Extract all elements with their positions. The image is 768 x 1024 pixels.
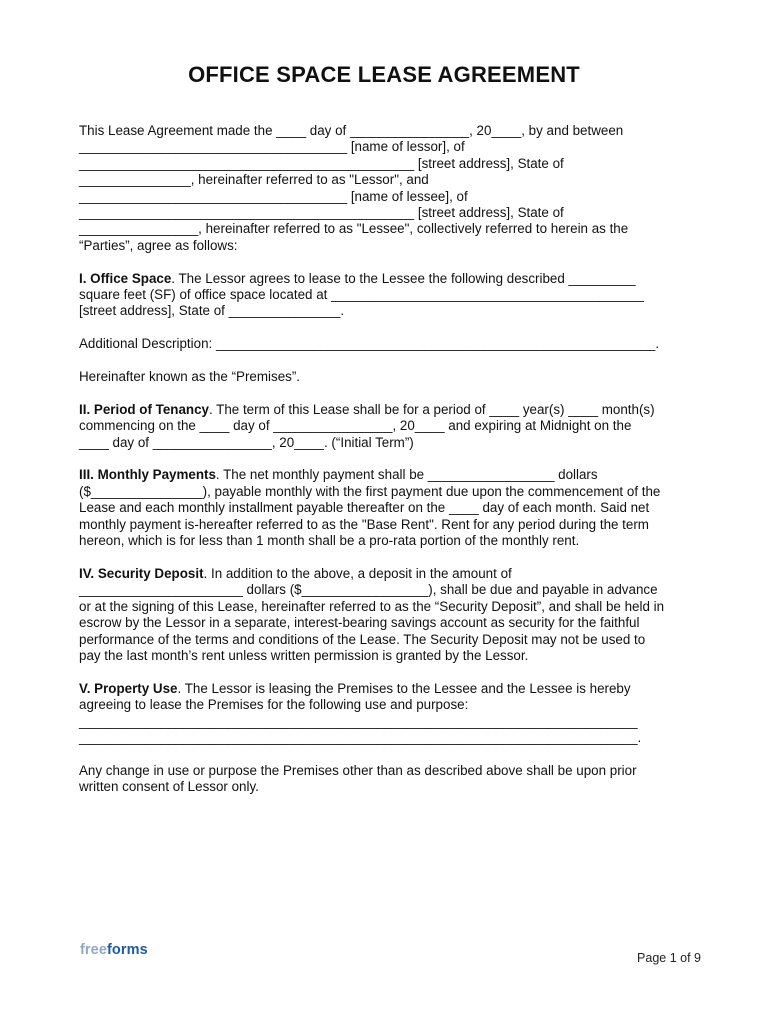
additional-description	[79, 336, 699, 352]
premises-note	[79, 369, 699, 385]
tenancy-line: ____ day of ________________, 20____. (“Initial Term”)	[79, 434, 414, 450]
payments-text: . The net monthly payment shall be _________________ dollars	[215, 467, 598, 483]
intro-line: “Parties”, agree as follows:	[79, 237, 238, 253]
office-space-section	[79, 271, 699, 320]
property-use-heading: V. Property Use	[79, 680, 178, 696]
intro-line: _______________, hereinafter referred to as "Lessor", and	[79, 172, 429, 188]
page-number: Page 1 of 9	[637, 951, 701, 965]
office-space-text: . The Lessor agrees to lease to the Lessee the following described _________	[171, 270, 636, 286]
intro-line: _____________________________________________ [street address], State of	[79, 155, 564, 171]
change-in-use-line: Any change in use or purpose the Premises other than as described above shall be upon prior	[79, 762, 637, 778]
freeforms-logo	[80, 942, 148, 958]
logo-text-forms: forms	[107, 942, 148, 958]
deposit-line: or at the signing of this Lease, hereinafter referred to as the “Security Deposit”, and shall be held in	[79, 598, 665, 614]
document-body	[79, 123, 699, 796]
intro-line: ________________, hereinafter referred to as "Lessee", collectively referred to herein as the	[79, 221, 629, 237]
change-in-use-paragraph	[79, 763, 699, 796]
intro-line: _____________________________________________ [street address], State of	[79, 205, 564, 221]
property-use-text: . The Lessor is leasing the Premises to the Lessee and the Lessee is hereby	[177, 680, 631, 696]
intro-line: ____________________________________ [name of lessor], of	[79, 139, 465, 155]
tenancy-section	[79, 402, 699, 451]
intro-line: ____________________________________ [name of lessee], of	[79, 188, 468, 204]
payments-line: Lease and each monthly installment payable thereafter on the ____ day of each month. Said net	[79, 500, 650, 516]
payments-line: ($_______________), payable monthly with the first payment due upon the commencement of the	[79, 483, 661, 499]
intro-line: This Lease Agreement made the ____ day of ________________, 20____, by and between	[79, 123, 624, 138]
deposit-line: performance of the terms and conditions of the Lease. The Security Deposit may not be used to	[79, 631, 646, 647]
deposit-line: ______________________ dollars ($_________________), shall be due and payable in advance	[79, 582, 658, 598]
deposit-line: escrow by the Lessor in a separate, interest-bearing savings account as security for the faithful	[79, 615, 640, 631]
property-use-blank-line: ___________________________________________________________________________	[79, 713, 638, 729]
payments-line: hereon, which is for less than 1 month shall be a pro-rata portion of the monthly rent.	[79, 533, 580, 549]
office-space-heading: I. Office Space	[79, 270, 172, 286]
property-use-blank-line: ___________________________________________________________________________.	[79, 729, 642, 745]
change-in-use-line: written consent of Lessor only.	[79, 779, 259, 795]
tenancy-line: commencing on the ____ day of ________________, 20____ and expiring at Midnight on the	[79, 418, 632, 434]
additional-description-line: Additional Description: ___________________________________________________________.	[79, 336, 660, 352]
property-use-section	[79, 681, 699, 747]
deposit-text: . In addition to the above, a deposit in the amount of	[203, 565, 512, 581]
property-use-line: agreeing to lease the Premises for the following use and purpose:	[79, 697, 469, 713]
intro-paragraph	[79, 123, 699, 254]
office-space-line: [street address], State of _______________.	[79, 303, 345, 319]
deposit-section	[79, 566, 699, 664]
payments-line: monthly payment is-hereafter referred to as the "Base Rent". Rent for any period during the term	[79, 516, 649, 532]
deposit-line: pay the last month’s rent unless written permission is granted by the Lessor.	[79, 647, 529, 663]
premises-note-line: Hereinafter known as the “Premises”.	[79, 369, 301, 385]
tenancy-text: . The term of this Lease shall be for a period of ____ year(s) ____ month(s)	[208, 401, 655, 417]
payments-section	[79, 467, 699, 549]
deposit-heading: IV. Security Deposit	[79, 565, 204, 581]
tenancy-heading: II. Period of Tenancy	[79, 401, 209, 417]
logo-text-free: free	[80, 942, 107, 958]
payments-heading: III. Monthly Payments	[79, 467, 216, 483]
document-title: OFFICE SPACE LEASE AGREEMENT	[188, 62, 580, 87]
office-space-line: square feet (SF) of office space located at __________________________________________	[79, 287, 644, 303]
